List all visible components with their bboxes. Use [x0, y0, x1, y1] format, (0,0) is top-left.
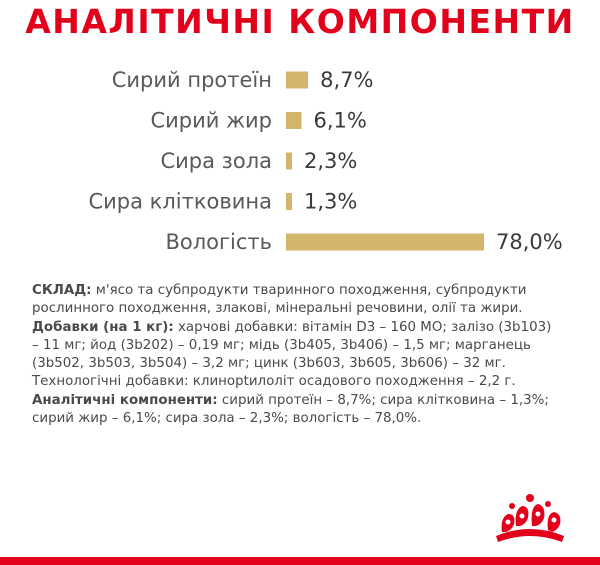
category-label: Вологість [165, 230, 272, 254]
bar [286, 193, 292, 210]
composition-body: м'ясо та субпродукти тваринного походження, субпродукти рослинного походження, злакові, мінеральні речовини, олії та жири. [32, 283, 527, 317]
category-label: Сирий протеїн [111, 68, 272, 92]
crown-icon [490, 492, 570, 546]
value-label: 78,0% [496, 230, 563, 254]
composition-label: СКЛАД: [32, 283, 92, 298]
additives-label: Добавки (на 1 кг): [32, 319, 174, 335]
additives-body: харчові добавки: вітамін D3 – 160 МО; залізо (3b103) – 11 мг; йод (3b202) – 0,19 мг; мідь (3b405, 3b406) – 1,5 мг; марганець (3b502, 3b503, 3b504) – 3,2 мг; цинк (3b603, 3b605, 3b606) – 32 мг. Технологічні добавки: клинoptилоліт осадового походження – 2,2 г. [32, 319, 552, 390]
bottom-bar [0, 557, 600, 565]
category-label: Сира зола [160, 149, 272, 173]
bar [286, 153, 292, 170]
analytical-body: сирий протеїн – 8,7%; сира клітковина – 1,3%; сирий жир – 6,1%; сира зола – 2,3%; вологість – 78,0%. [32, 392, 549, 427]
value-label: 6,1% [313, 108, 367, 133]
page-title: АНАЛІТИЧНІ КОМПОНЕНТИ [25, 2, 575, 41]
value-label: 8,7% [320, 68, 374, 92]
bar [286, 112, 301, 129]
analytical-label: Аналітичні компоненти: [32, 392, 218, 408]
category-label: Сира клітковина [88, 189, 272, 214]
value-label: 2,3% [304, 149, 358, 173]
category-label: Сирий жир [150, 108, 272, 133]
analytical-chart [0, 60, 600, 260]
bar [286, 72, 308, 89]
value-label: 1,3% [304, 189, 358, 214]
composition-text [32, 282, 552, 428]
bar [286, 234, 484, 251]
